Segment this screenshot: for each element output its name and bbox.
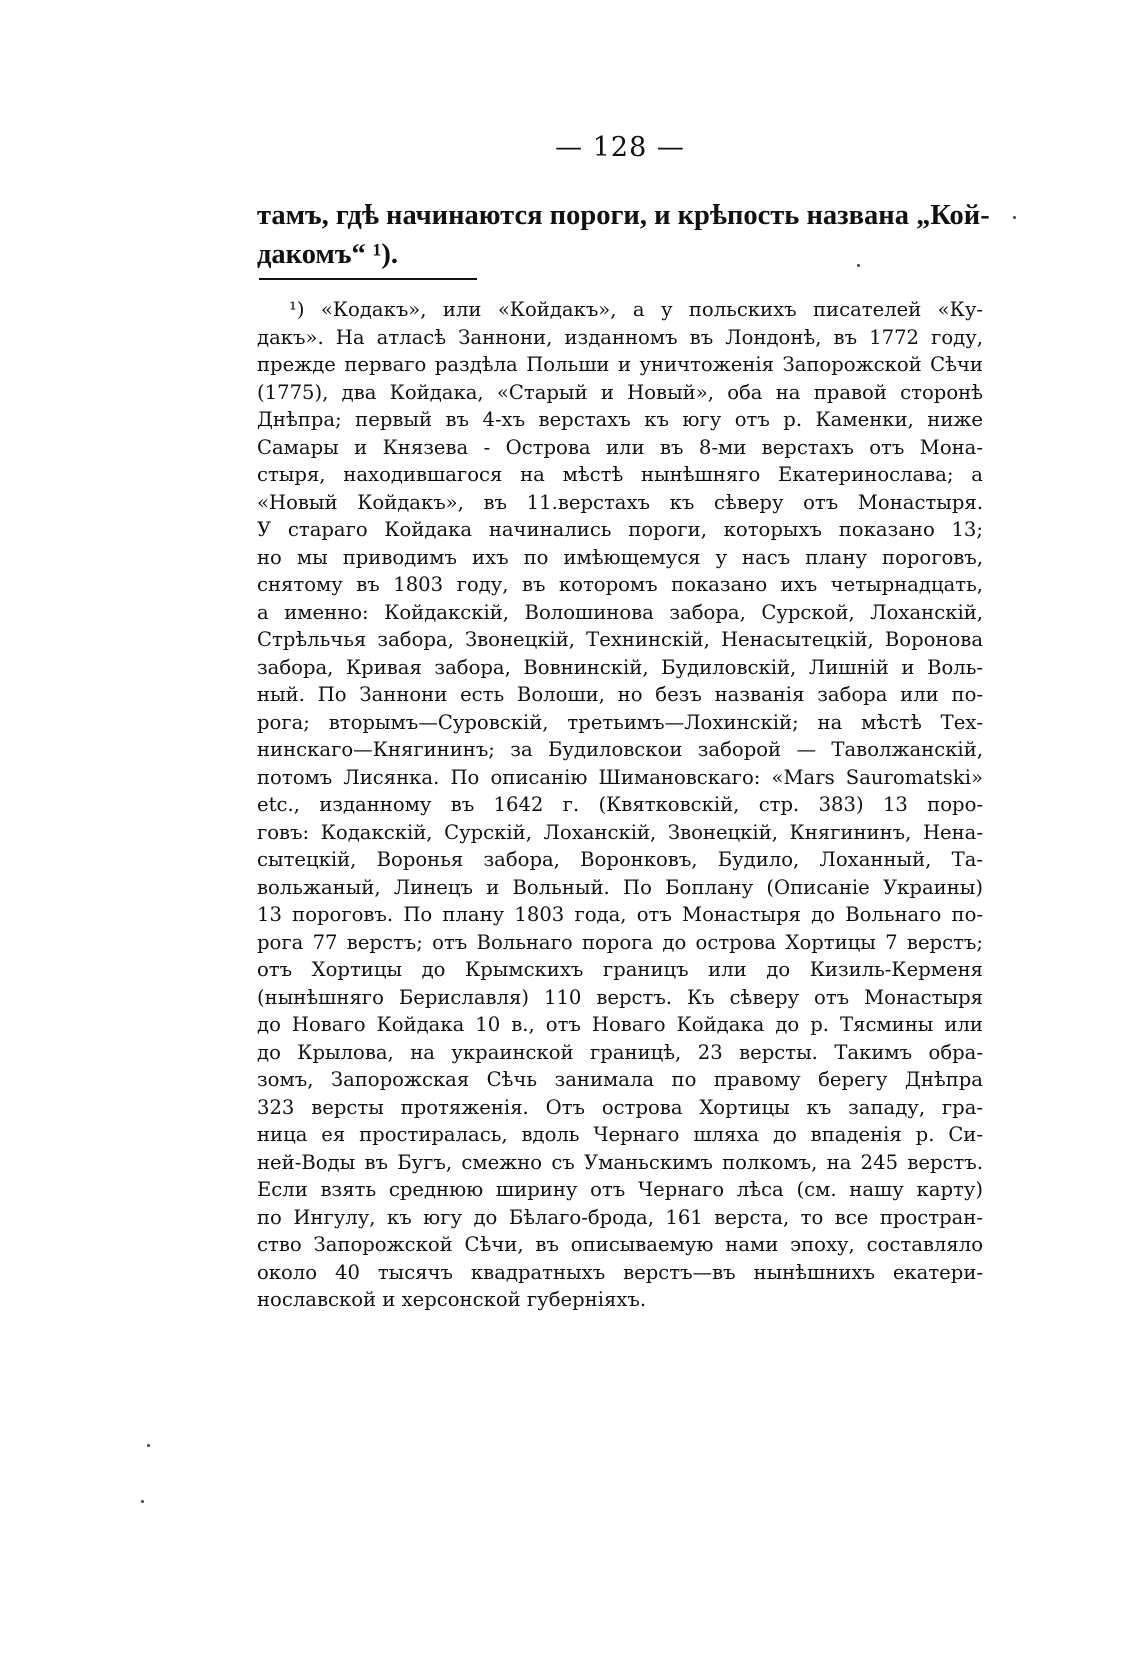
footnote-line: Стрѣльчья забора, Звонецкій, Технинскій, Ненасытецкій, Воронова (257, 628, 983, 651)
footnote-line: зомъ, Запорожская Сѣчь занимала по правому берегу Днѣпра (257, 1068, 983, 1091)
footnote-line: ней-Воды въ Бугъ, смежно съ Уманьскимъ полкомъ, на 245 верстъ. (257, 1150, 983, 1174)
footnote-line: ство Запорожской Сѣчи, въ описываемую нами эпоху, составляло (257, 1233, 983, 1256)
footnote-line: до Новаго Койдака 10 в., отъ Новаго Койдака до р. Тясмины или (257, 1013, 983, 1036)
footnote-line: прежде перваго раздѣла Польши и уничтоженія Запорожской Сѣчи (257, 353, 983, 376)
footnote-line: ¹) «Кодакъ», или «Койдакъ», а у польскихъ писателей «Ку- (289, 298, 983, 321)
footnote-line: сытецкій, Воронья забора, Воронковъ, Будило, Лоханный, Та- (257, 848, 983, 871)
footnote-line: отъ Хортицы до Крымскихъ границъ или до Кизиль-Керменя (257, 958, 983, 981)
footnote-line: У стараго Койдака начинались пороги, которыхъ показано 13; (257, 518, 983, 541)
footnote-line: (нынѣшняго Бериславля) 110 верстъ. Къ сѣверу отъ Монастыря (257, 985, 983, 1009)
footnote-line: рога 77 верстъ; отъ Вольнаго порога до острова Хортицы 7 верстъ; (257, 930, 983, 954)
main-text-line: тамъ, гдѣ начинаются пороги, и крѣпость названа „Кой- (257, 200, 990, 231)
footnote-line: по Ингулу, къ югу до Бѣлаго-брода, 161 верста, то все простран- (257, 1205, 983, 1229)
footnote-line: снятому въ 1803 году, въ которомъ показано ихъ четырнадцать, (257, 573, 983, 596)
main-text (257, 196, 990, 274)
footnote-line: etc., изданному въ 1642 г. (Квятковскій, стр. 383) 13 поро- (257, 793, 983, 816)
scan-speck (857, 264, 860, 267)
footnote-line: Самары и Князева - Острова или въ 8-ми верстахъ отъ Мона- (257, 435, 983, 459)
footnote-line: до Крылова, на украинской границѣ, 23 версты. Такимъ обра- (257, 1040, 983, 1064)
footnote-line: но мы приводимъ ихъ по имѣющемуся у насъ плану пороговъ, (257, 545, 983, 569)
footnote-line: нославской и херсонской губерніяхъ. (257, 1288, 647, 1311)
footnote-line: Если взять среднюю ширину отъ Чернаго лѣса (см. нашу карту) (257, 1178, 983, 1201)
footnote-line: вольжаный, Линецъ и Вольный. По Боплану (Описаніе Украины) (257, 875, 983, 899)
footnote-line: «Новый Койдакъ», въ 11.верстахъ къ сѣверу отъ Монастыря. (257, 490, 983, 514)
footnote-line: нинскаго—Княгининъ; за Будиловскои заборой — Таволжанскій, (257, 738, 983, 761)
footnote-line: говъ: Кодакскій, Сурскій, Лоханскій, Звонецкій, Княгининъ, Нена- (257, 820, 983, 844)
footnote-line: около 40 тысячъ квадратныхъ верстъ—въ нынѣшнихъ екатери- (257, 1260, 983, 1284)
main-text-line: дакомъ“ ¹). (257, 239, 398, 270)
scan-speck (1013, 216, 1016, 219)
footnote-line: стыря, находившагося на мѣстѣ нынѣшняго Екатеринослава; а (257, 463, 983, 486)
scan-speck (141, 1500, 144, 1503)
footnote-line: рога; вторымъ—Суровскій, третьимъ—Лохинскій; на мѣстѣ Тех- (257, 710, 983, 734)
footnote-line: забора, Кривая забора, Вовнинскій, Будиловскій, Лишній и Воль- (257, 655, 983, 679)
footnote-line: дакъ». На атласѣ Заннони, изданномъ въ Лондонѣ, въ 1772 году, (257, 325, 983, 349)
scan-speck (147, 1444, 150, 1447)
page-number: — 128 — (555, 132, 685, 163)
footnote-line: ница ея простиралась, вдоль Чернаго шляха до впаденія р. Си- (257, 1123, 983, 1146)
footnote (257, 296, 983, 1314)
footnote-line: 323 версты протяженія. Отъ острова Хортицы къ западу, гра- (257, 1095, 983, 1119)
footnote-line: (1775), два Койдака, «Старый и Новый», оба на правой сторонѣ (257, 380, 983, 404)
footnote-separator (259, 278, 477, 280)
footnote-line: потомъ Лисянка. По описанію Шимановскаго: «Mars Sauromatski» (257, 765, 983, 789)
footnote-line: Днѣпра; первый въ 4-хъ верстахъ къ югу отъ р. Каменки, ниже (257, 408, 983, 431)
footnote-line: а именно: Койдакскій, Волошинова забора, Сурской, Лоханскій, (257, 600, 983, 624)
footnote-line: ный. По Заннони есть Волоши, но безъ названія забора или по- (257, 683, 983, 706)
footnote-line: 13 пороговъ. По плану 1803 года, отъ Монастыря до Вольнаго по- (257, 903, 983, 926)
